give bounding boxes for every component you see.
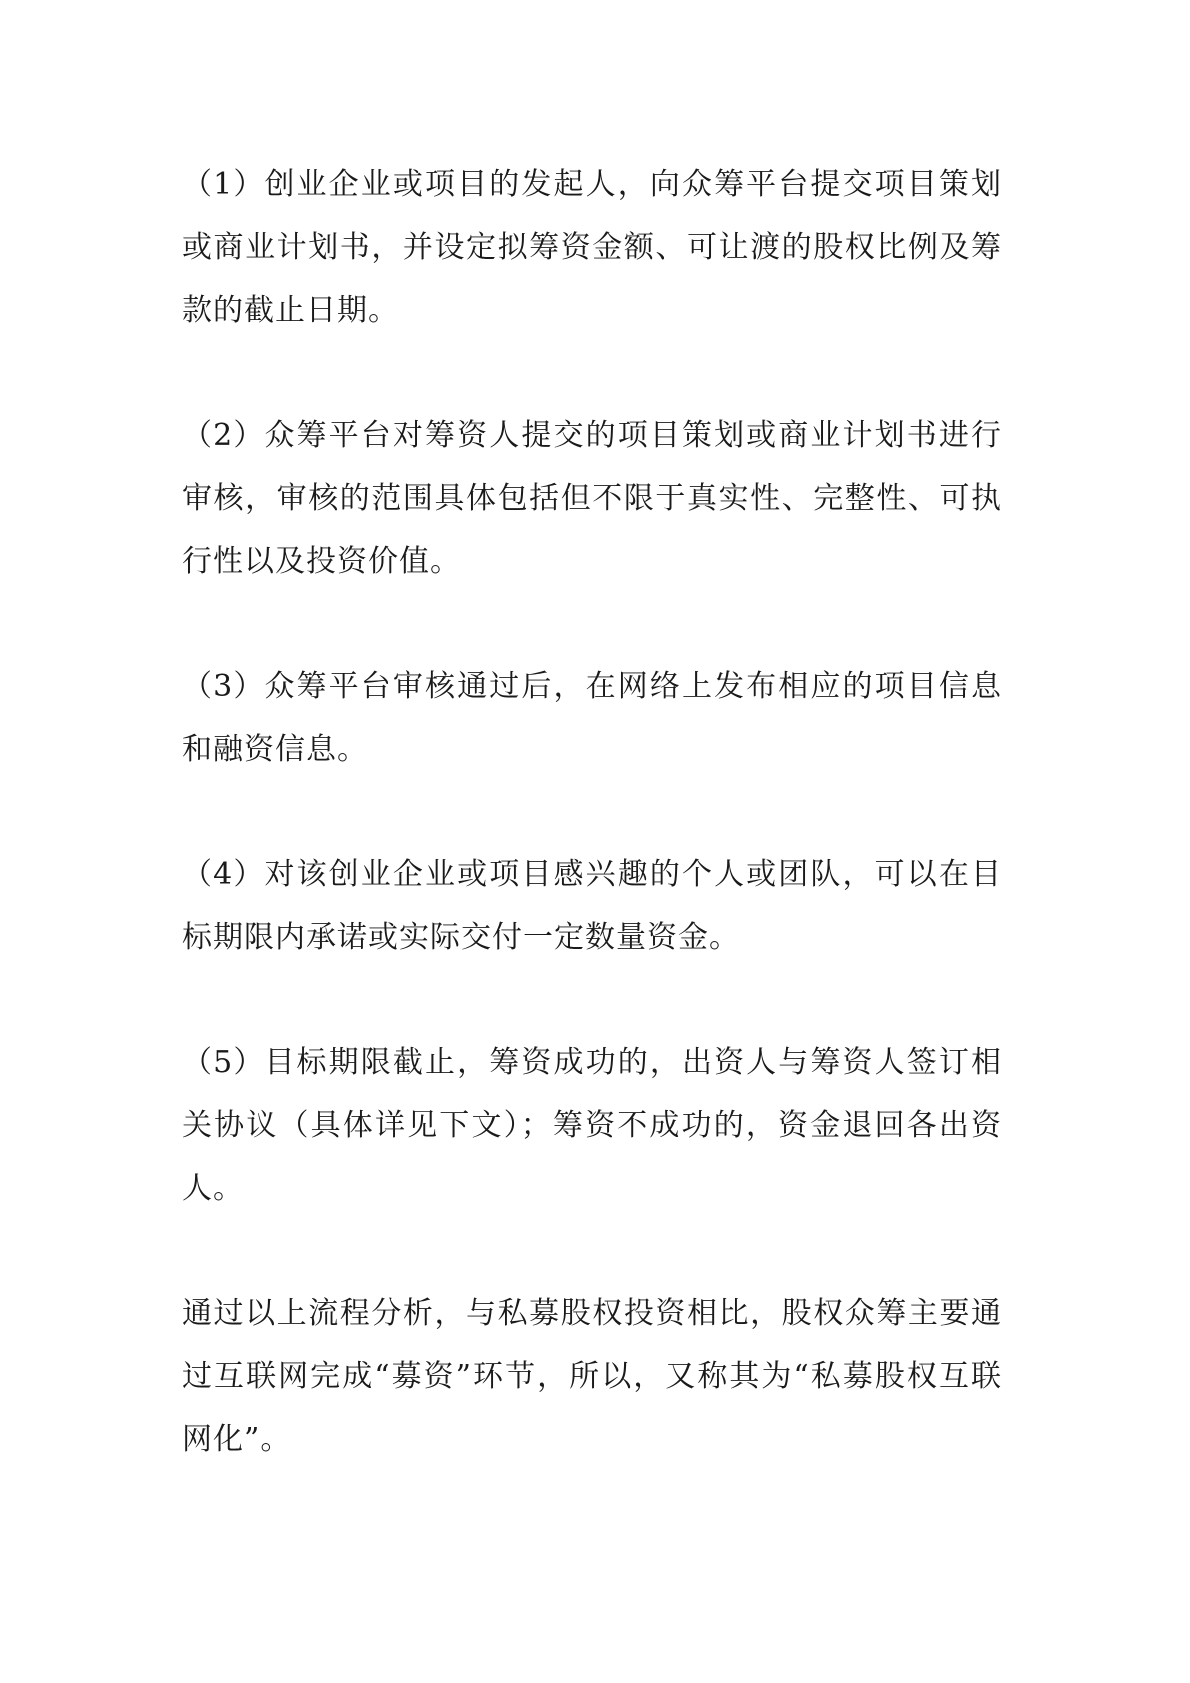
step-number: （5） bbox=[182, 1045, 265, 1080]
paragraph-text: 目标期限截止，筹资成功的，出资人与筹资人签订相关协议（具体详见下文）；筹资不成功的，资金退回各出资人。 bbox=[182, 1045, 1002, 1206]
paragraph-summary bbox=[182, 1282, 1002, 1471]
paragraph-step-1 bbox=[182, 153, 1002, 342]
paragraph-text: 对该创业企业或项目感兴趣的个人或团队，可以在目标期限内承诺或实际交付一定数量资金。 bbox=[182, 857, 1002, 955]
paragraph-step-2 bbox=[182, 404, 1002, 593]
paragraph-step-4 bbox=[182, 843, 1002, 969]
document-body bbox=[182, 153, 1002, 1533]
paragraph-step-3 bbox=[182, 655, 1002, 781]
step-number: （2） bbox=[182, 418, 265, 453]
step-number: （3） bbox=[182, 669, 265, 704]
step-number: （4） bbox=[182, 857, 265, 892]
paragraph-text: 众筹平台审核通过后，在网络上发布相应的项目信息和融资信息。 bbox=[182, 669, 1002, 767]
paragraph-text: 通过以上流程分析，与私募股权投资相比，股权众筹主要通过互联网完成“募资”环节，所以，又称其为“私募股权互联网化”。 bbox=[182, 1296, 1002, 1457]
paragraph-text: 众筹平台对筹资人提交的项目策划或商业计划书进行审核，审核的范围具体包括但不限于真实性、完整性、可执行性以及投资价值。 bbox=[182, 418, 1002, 579]
paragraph-step-5 bbox=[182, 1031, 1002, 1220]
paragraph-text: 创业企业或项目的发起人，向众筹平台提交项目策划或商业计划书，并设定拟筹资金额、可让渡的股权比例及筹款的截止日期。 bbox=[182, 167, 1002, 328]
step-number: （1） bbox=[182, 167, 265, 202]
